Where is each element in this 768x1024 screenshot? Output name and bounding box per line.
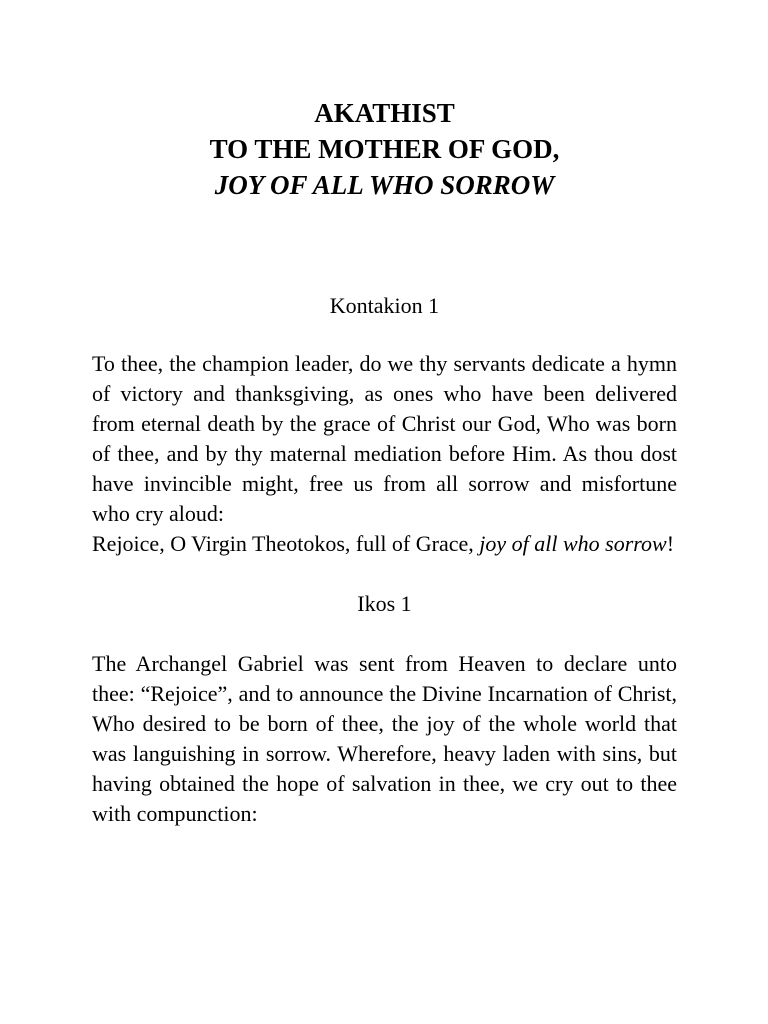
kontakion-refrain bbox=[92, 529, 677, 559]
title-line-2: TO THE MOTHER OF GOD, bbox=[209, 134, 560, 164]
document-title bbox=[92, 95, 677, 203]
title-line-3: JOY OF ALL WHO SORROW bbox=[214, 170, 555, 200]
kontakion-section bbox=[92, 349, 677, 559]
title-line-1: AKATHIST bbox=[314, 98, 455, 128]
kontakion-body: To thee, the champion leader, do we thy servants dedicate a hymn of victory and thanksgiving, as ones who have been delivered from eternal death by the grace of Christ our God, Who was born of thee, and by thy maternal mediation before Him. As thou dost have invincible might, free us from all sorrow and misfortune who cry aloud: bbox=[92, 351, 677, 526]
ikos-body: The Archangel Gabriel was sent from Heaven to declare unto thee: “Rejoice”, and to announce the Divine Incarnation of Christ, Who desired to be born of thee, the joy of the whole world that was languishing in sorrow. Wherefore, heavy laden with sins, but having obtained the hope of salvation in thee, we cry out to thee with compunction: bbox=[92, 651, 677, 826]
refrain-end: ! bbox=[666, 531, 675, 556]
document-page bbox=[92, 95, 677, 829]
refrain-italic: joy of all who sorrow bbox=[479, 531, 667, 556]
ikos-heading: Ikos 1 bbox=[357, 591, 412, 616]
kontakion-heading: Kontakion 1 bbox=[329, 293, 440, 318]
refrain-text: Rejoice, O Virgin Theotokos, full of Grace, bbox=[92, 531, 480, 556]
